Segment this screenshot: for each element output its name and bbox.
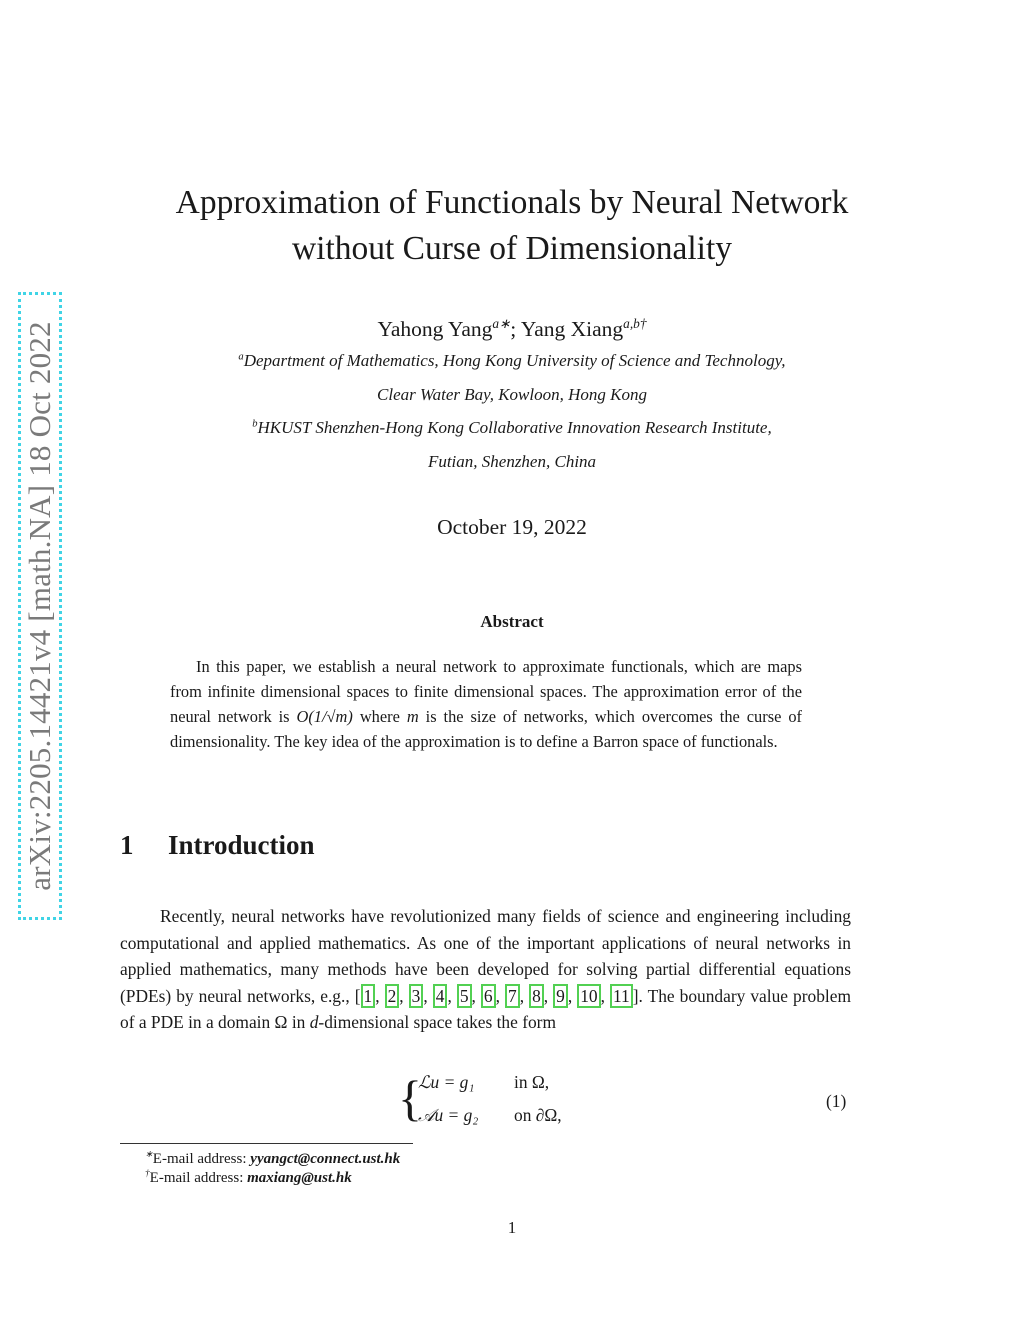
- footnote-mark: †: [145, 1169, 150, 1179]
- equation-condition: on ∂Ω,: [514, 1105, 562, 1125]
- math-variable: d: [309, 1012, 319, 1033]
- intro-text: Recently, neural networks have revolutionized many fields of science and engineering including computational and applied mathematics. As one of the important applications of neural networks in applied mathematics, many methods have been developed for solving partial differential equations (PDEs) by neural networks, e.g.,: [120, 906, 851, 1006]
- email-link[interactable]: maxiang@ust.hk: [247, 1170, 352, 1186]
- abstract-part: In this paper, we establish a neural network to approximate functionals, which are maps from infinite dimensional spaces to finite dimensional spaces. The approximation error of the neural network is: [170, 657, 802, 726]
- footnote-divider: [120, 1143, 413, 1144]
- footnote-label: E-mail address:: [152, 1151, 251, 1167]
- section-heading: [120, 830, 315, 861]
- intro-text: -dimensional space takes the form: [318, 1012, 556, 1033]
- equation-number: (1): [826, 1091, 847, 1111]
- abstract-part: where: [352, 707, 407, 726]
- footnote-label: E-mail address:: [149, 1170, 248, 1186]
- affiliation-text: HKUST Shenzhen-Hong Kong Collaborative Innovation Research Institute,: [257, 418, 772, 437]
- paper-date: October 19, 2022: [437, 515, 587, 539]
- citation-link[interactable]: 2: [385, 984, 400, 1008]
- affiliation-mark: b: [252, 418, 258, 430]
- affiliation-mark: a: [238, 351, 244, 363]
- citation-link[interactable]: 6: [481, 984, 496, 1008]
- author-name: Yahong Yang: [377, 317, 493, 342]
- author-affiliation-mark: a,b†: [623, 316, 647, 331]
- email-link[interactable]: yyangct@connect.ust.hk: [250, 1151, 401, 1167]
- title-line-2: without Curse of Dimensionality: [291, 230, 733, 267]
- math-expression: O(1/√m): [296, 707, 353, 726]
- citation-link[interactable]: 4: [433, 984, 448, 1008]
- footnote-2: [145, 1169, 352, 1187]
- citation-link[interactable]: 5: [457, 984, 472, 1008]
- citation-link[interactable]: 9: [553, 984, 568, 1008]
- citation-link[interactable]: 8: [529, 984, 544, 1008]
- affiliation-a-line-1: [0, 351, 1024, 371]
- equation-row-1: [418, 1072, 549, 1093]
- citation-link[interactable]: 7: [505, 984, 520, 1008]
- affiliation-a-line-2: Clear Water Bay, Kowloon, Hong Kong: [377, 385, 647, 404]
- title-line-1: Approximation of Functionals by Neural Network: [175, 184, 849, 221]
- section-number: 1: [120, 830, 134, 860]
- citation-link[interactable]: 11: [610, 984, 633, 1008]
- equation-lhs: 𝒜u = g₂: [418, 1105, 479, 1125]
- equation-lhs: ℒu = g₁: [418, 1072, 475, 1092]
- equation-condition: in Ω,: [514, 1072, 550, 1092]
- arxiv-identifier: arXiv:2205.14421v4 [math.NA] 18 Oct 2022: [22, 321, 57, 891]
- affiliation-b-line-1: [0, 418, 1024, 438]
- paper-title: [0, 180, 1024, 272]
- section-title: Introduction: [168, 830, 315, 860]
- footnote-1: [145, 1149, 400, 1168]
- abstract-text: [170, 654, 802, 754]
- math-variable: m: [406, 707, 419, 726]
- left-brace-symbol: {: [398, 1070, 422, 1126]
- author-list: [0, 316, 1024, 342]
- abstract-part: is the size of networks, which overcomes the curse of dimensionality. The key idea of the approximation is to define a Barron space of functionals.: [170, 707, 802, 751]
- citation-link[interactable]: 1: [361, 984, 376, 1008]
- page-number: 1: [507, 1218, 517, 1237]
- citation-link[interactable]: 3: [409, 984, 424, 1008]
- intro-text: . The boundary value problem of a PDE in a domain Ω in: [120, 985, 851, 1033]
- affiliation-text: Department of Mathematics, Hong Kong University of Science and Technology,: [243, 351, 786, 370]
- author-name: Yang Xiang: [520, 317, 624, 342]
- author-affiliation-mark: a∗: [492, 316, 511, 331]
- footnote-mark: ∗: [145, 1150, 153, 1160]
- abstract-heading: Abstract: [480, 612, 544, 631]
- affiliation-b-line-2: Futian, Shenzhen, China: [427, 452, 597, 471]
- citation-link[interactable]: 10: [577, 984, 600, 1008]
- author-separator: ;: [510, 317, 521, 342]
- introduction-paragraph: Recently, neural networks have revolutionized many fields of science and engineering including computational and applied mathematics. As one of the important applications of neural networks in applied mathematics, many methods have been developed for solving partial differential equations (PDEs) by neural networks, e.g., [ 1 , 2 , 3 , 4 , 5 , 6 , 7 , 8 , 9 , 10 , 11 ]. The boundary value problem of a PDE in a domain Ω in d-dimensional space takes the form: [120, 906, 851, 1033]
- equation-row-2: [418, 1105, 562, 1126]
